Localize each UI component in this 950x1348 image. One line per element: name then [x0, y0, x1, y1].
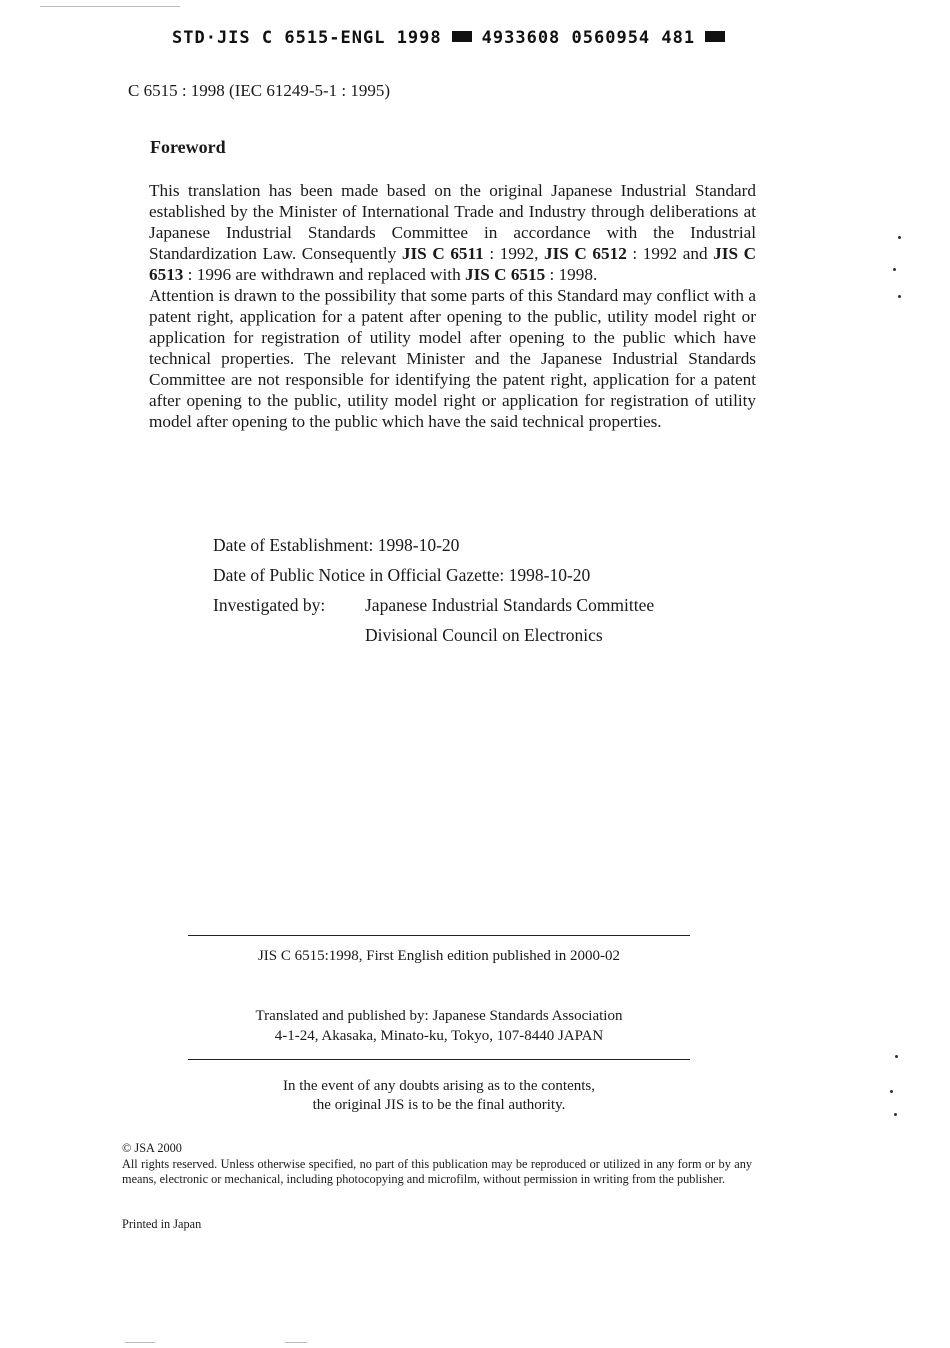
- stamp-block-mark: [705, 31, 725, 42]
- publisher-line: Translated and published by: Japanese Standards Association: [255, 1008, 623, 1024]
- scan-edge-line: [40, 6, 180, 7]
- paragraph-text: : 1992,: [483, 244, 544, 263]
- divider-top: [188, 935, 690, 936]
- standard-reference: JIS C 6511: [401, 244, 484, 263]
- document-id: C 6515 : 1998 (IEC 61249-5-1 : 1995): [128, 81, 391, 100]
- investigated-label: Investigated by:: [213, 595, 326, 615]
- copyright-notice: © JSA 2000: [122, 1141, 182, 1155]
- foreword-paragraph-1: [149, 180, 756, 285]
- foreword-body: [149, 180, 756, 432]
- foreword-paragraph-2: Attention is drawn to the possibility that some parts of this Standard may conflict with a patent right, application for a patent after opening to the public, utility model right or application for registration of utility model after opening to the public which have technical properties. The relevant Minister and the Japanese Industrial Standards Committee are not responsible for identifying the patent right, application for a patent after opening to the public, utility model right or application for registration of utility model after opening to the public which have the said technical properties.: [149, 286, 756, 431]
- publisher-address: 4-1-24, Akasaka, Minato-ku, Tokyo, 107-8440 JAPAN: [274, 1028, 604, 1044]
- scan-speck: [898, 295, 901, 298]
- stamp-serial: 4933608 0560954 481: [481, 28, 696, 48]
- authority-line-2: the original JIS is to be the final authority.: [312, 1097, 566, 1113]
- printed-in: Printed in Japan: [122, 1217, 202, 1231]
- standard-reference: JIS C 6515: [464, 265, 546, 284]
- rights-statement: All rights reserved. Unless otherwise specified, no part of this publication may be reproduced or utilized in any form or by any means, electronic or mechanical, including photocopying and microfilm, without permission in writing from the publisher.: [122, 1157, 752, 1186]
- stamp-code: STD·JIS C 6515-ENGL 1998: [172, 28, 442, 48]
- divider-bottom: [188, 1059, 690, 1060]
- standard-reference: JIS C 6513: [149, 244, 757, 284]
- investigated-council: Divisional Council on Electronics: [365, 625, 603, 645]
- investigated-committee: Japanese Industrial Standards Committee: [365, 595, 655, 615]
- paragraph-text: : 1998.: [545, 265, 598, 284]
- paragraph-text: This translation has been made based on the original Japanese Industrial Standard established by the Minister of International Trade and Industry through deliberations at Japanese Industrial Standards Committee in accordance with the Industrial Standardization Law. Consequently: [149, 181, 756, 263]
- scan-speck: [898, 236, 901, 239]
- scan-speck: [890, 1090, 893, 1093]
- establishment-date: Date of Establishment: 1998-10-20: [213, 535, 460, 555]
- authority-line-1: In the event of any doubts arising as to the contents,: [282, 1078, 595, 1094]
- scan-edge-line: [125, 1342, 155, 1343]
- public-notice-date: Date of Public Notice in Official Gazette: 1998-10-20: [213, 565, 591, 585]
- header-stamp: [172, 28, 735, 48]
- edition-line: JIS C 6515:1998, First English edition published in 2000-02: [257, 948, 621, 964]
- stamp-block-mark: [452, 31, 472, 42]
- paragraph-text: : 1996 are withdrawn and replaced with: [183, 265, 465, 284]
- scan-edge-line: [285, 1342, 307, 1343]
- foreword-title: Foreword: [150, 137, 226, 157]
- paragraph-text: : 1992 and: [626, 244, 714, 263]
- scan-speck: [893, 268, 896, 271]
- standard-reference: JIS C 6512: [544, 244, 627, 263]
- scan-speck: [894, 1113, 897, 1116]
- scan-speck: [895, 1055, 898, 1058]
